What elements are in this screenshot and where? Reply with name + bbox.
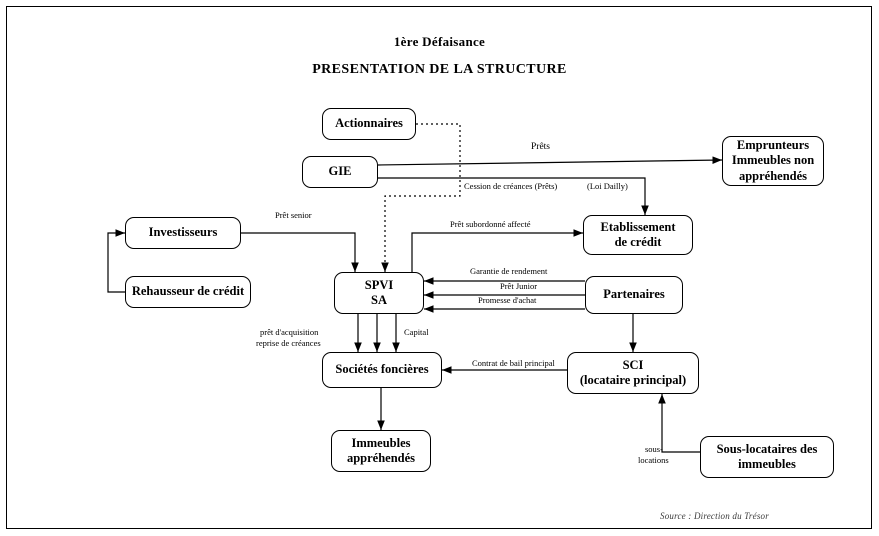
node-rehausseur-label: Rehausseur de crédit bbox=[131, 284, 245, 299]
edge-label-pret-acquisition-line1: prêt d'acquisition bbox=[260, 327, 319, 337]
edge-label-pret-junior: Prêt Junior bbox=[500, 281, 538, 291]
edge-label-capital: Capital bbox=[404, 327, 429, 337]
node-sous-locataires-line2: immeubles bbox=[738, 457, 796, 471]
edge-label-pret-acquisition-line2: reprise de créances bbox=[256, 338, 321, 348]
edge-label-garantie-rendement: Garantie de rendement bbox=[470, 266, 548, 276]
node-rehausseur-de-credit[interactable] bbox=[125, 276, 251, 308]
node-partenaires[interactable] bbox=[585, 276, 683, 314]
edge-label-prets: Prêts bbox=[531, 142, 550, 152]
edge-label-sous-line2: locations bbox=[638, 455, 669, 465]
node-actionnaires[interactable] bbox=[322, 108, 416, 140]
node-etablissement-line2: de crédit bbox=[614, 235, 662, 249]
node-emprunteurs-line3: appréhendés bbox=[738, 168, 808, 183]
node-emprunteurs-line2: Immeubles non bbox=[731, 153, 815, 168]
node-etablissement-line1: Etablissement bbox=[600, 219, 676, 234]
node-sous-locataires-line1: Sous-locataires des bbox=[716, 441, 818, 456]
node-spvi-line2: SA bbox=[371, 293, 387, 307]
node-emprunteurs[interactable] bbox=[722, 136, 824, 186]
edge-label-cession-creances: Cession de créances (Prêts) bbox=[464, 181, 558, 191]
node-sci[interactable] bbox=[567, 352, 699, 394]
node-actionnaires-label: Actionnaires bbox=[335, 116, 403, 131]
document-title-primary: 1ère Défaisance bbox=[393, 34, 486, 49]
node-societes-label: Sociétés foncières bbox=[335, 362, 429, 377]
node-partenaires-label: Partenaires bbox=[603, 287, 665, 302]
node-sci-line2: (locataire principal) bbox=[579, 373, 687, 387]
node-gie-label: GIE bbox=[328, 164, 352, 179]
edge-label-pret-senior: Prêt senior bbox=[275, 210, 312, 220]
node-gie[interactable] bbox=[302, 156, 378, 188]
source-note: Source : Direction du Trésor bbox=[660, 511, 769, 521]
document-title-secondary: PRESENTATION DE LA STRUCTURE bbox=[312, 62, 567, 77]
node-spvi-line1: SPVI bbox=[364, 277, 394, 292]
node-emprunteurs-line1: Emprunteurs bbox=[736, 138, 810, 153]
node-investisseurs[interactable] bbox=[125, 217, 241, 249]
edge-label-sous-line1: sous- bbox=[645, 444, 663, 454]
node-spvi-sa[interactable] bbox=[334, 272, 424, 314]
node-sci-line1: SCI bbox=[622, 357, 644, 372]
node-sous-locataires[interactable] bbox=[700, 436, 834, 478]
node-investisseurs-label: Investisseurs bbox=[148, 225, 218, 240]
node-societes-foncieres[interactable] bbox=[322, 352, 442, 388]
edge-label-loi-dailly: (Loi Dailly) bbox=[587, 181, 628, 191]
edge-label-promesse-achat: Promesse d'achat bbox=[478, 295, 537, 305]
node-immeubles-line2: appréhendés bbox=[346, 451, 416, 465]
node-immeubles-apprehendes[interactable] bbox=[331, 430, 431, 472]
edge-label-pret-subordonne: Prêt subordonné affecté bbox=[450, 219, 531, 229]
node-etablissement-de-credit[interactable] bbox=[583, 215, 693, 255]
edge-label-contrat-bail: Contrat de bail principal bbox=[472, 358, 555, 368]
node-immeubles-line1: Immeubles bbox=[351, 435, 411, 450]
